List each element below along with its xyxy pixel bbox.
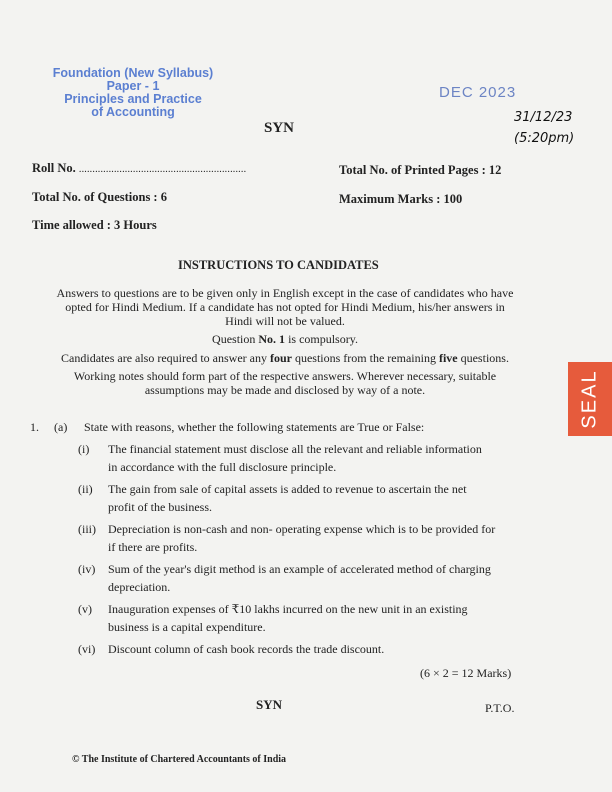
question-stem: State with reasons, whether the following statements are True or False: bbox=[84, 420, 425, 434]
instruction-paragraph-4 bbox=[30, 369, 540, 397]
item-line: Depreciation is non-cash and non- operating expense which is to be provided for bbox=[108, 522, 496, 536]
item-number: (v) bbox=[78, 602, 92, 616]
instruction-paragraph-3 bbox=[30, 351, 540, 365]
copyright-notice: © The Institute of Chartered Accountants of India bbox=[72, 754, 287, 765]
item-line: Inauguration expenses of ₹10 lakhs incurred on the new unit in an existing bbox=[108, 602, 468, 616]
instruction-line: Answers to questions are to be given only in English except in the case of candidates who have bbox=[56, 286, 514, 300]
item-number: (vi) bbox=[78, 642, 96, 656]
item-line: Discount column of cash book records the trade discount. bbox=[108, 642, 385, 656]
total-pages: Total No. of Printed Pages : 12 bbox=[339, 163, 502, 177]
footer-code: SYN bbox=[256, 697, 283, 712]
item-line: The gain from sale of capital assets is added to revenue to ascertain the net bbox=[108, 482, 467, 496]
instruction-line: opted for Hindi Medium. If a candidate has not opted for Hindi Medium, his/her answers in bbox=[65, 300, 505, 314]
seal-label: SEAL bbox=[578, 369, 601, 429]
question-item bbox=[78, 640, 523, 658]
instruction-line: Working notes should form part of the respective answers. Wherever necessary, suitable bbox=[73, 369, 497, 383]
item-text bbox=[108, 440, 482, 476]
instruction-text: Question bbox=[212, 332, 259, 346]
time-allowed: Time allowed : 3 Hours bbox=[32, 218, 157, 232]
item-text bbox=[108, 640, 384, 658]
instruction-bold: five bbox=[438, 351, 458, 365]
item-line: The financial statement must disclose all the relevant and reliable information bbox=[108, 442, 482, 456]
handwritten-time: (5:20pm) bbox=[514, 131, 575, 146]
date-stamp: DEC 2023 bbox=[439, 84, 517, 101]
question-item bbox=[78, 520, 523, 556]
item-text bbox=[108, 480, 467, 516]
question-marks: (6 × 2 = 12 Marks) bbox=[420, 666, 512, 680]
question-number: 1. bbox=[30, 420, 39, 434]
instruction-paragraph-1 bbox=[30, 286, 540, 328]
stamp-line: of Accounting bbox=[91, 105, 175, 119]
total-questions: Total No. of Questions : 6 bbox=[32, 190, 167, 204]
paper-code: SYN bbox=[264, 120, 295, 136]
instruction-bold: No. 1 bbox=[258, 332, 286, 346]
item-text bbox=[108, 560, 491, 596]
question-item bbox=[78, 440, 523, 476]
seal-tab bbox=[568, 362, 612, 436]
question-item bbox=[78, 560, 523, 596]
instruction-paragraph-2 bbox=[30, 332, 540, 346]
instruction-text: questions. bbox=[457, 351, 509, 365]
item-text bbox=[108, 600, 468, 636]
instruction-text: Candidates are also required to answer any bbox=[61, 351, 270, 365]
stamp-line: Paper - 1 bbox=[106, 79, 160, 93]
roll-label: Roll No. bbox=[32, 161, 76, 175]
syllabus-stamp bbox=[48, 67, 218, 119]
item-line: depreciation. bbox=[108, 580, 171, 594]
roll-dots: .............................................................. bbox=[78, 164, 247, 175]
instruction-bold: four bbox=[269, 351, 292, 365]
item-line: profit of the business. bbox=[108, 500, 212, 514]
maximum-marks: Maximum Marks : 100 bbox=[339, 192, 463, 206]
item-number: (ii) bbox=[78, 482, 93, 496]
handwritten-date: 31/12/23 bbox=[514, 110, 573, 125]
instruction-line: assumptions may be made and disclosed by way of a note. bbox=[144, 383, 426, 397]
stamp-line: Foundation (New Syllabus) bbox=[52, 66, 214, 80]
stamp-line: Principles and Practice bbox=[64, 92, 202, 106]
pto-label: P.T.O. bbox=[485, 701, 515, 715]
question-part: (a) bbox=[54, 420, 68, 434]
instruction-text: questions from the remaining bbox=[291, 351, 439, 365]
instruction-line: Hindi will not be valued. bbox=[225, 314, 345, 328]
item-number: (iv) bbox=[78, 562, 96, 576]
item-number: (i) bbox=[78, 442, 90, 456]
roll-number-field bbox=[32, 161, 246, 176]
handwritten-signature-date bbox=[514, 110, 584, 146]
item-text bbox=[108, 520, 495, 556]
item-number: (iii) bbox=[78, 522, 96, 536]
question-items bbox=[78, 440, 523, 658]
instructions-heading: INSTRUCTIONS TO CANDIDATES bbox=[178, 258, 379, 272]
item-line: in accordance with the full disclosure principle. bbox=[108, 460, 337, 474]
question-item bbox=[78, 600, 523, 636]
instruction-text: is compulsory. bbox=[285, 332, 358, 346]
item-line: Sum of the year's digit method is an example of accelerated method of charging bbox=[108, 562, 491, 576]
item-line: business is a capital expenditure. bbox=[108, 620, 266, 634]
question-item bbox=[78, 480, 523, 516]
item-line: if there are profits. bbox=[108, 540, 198, 554]
